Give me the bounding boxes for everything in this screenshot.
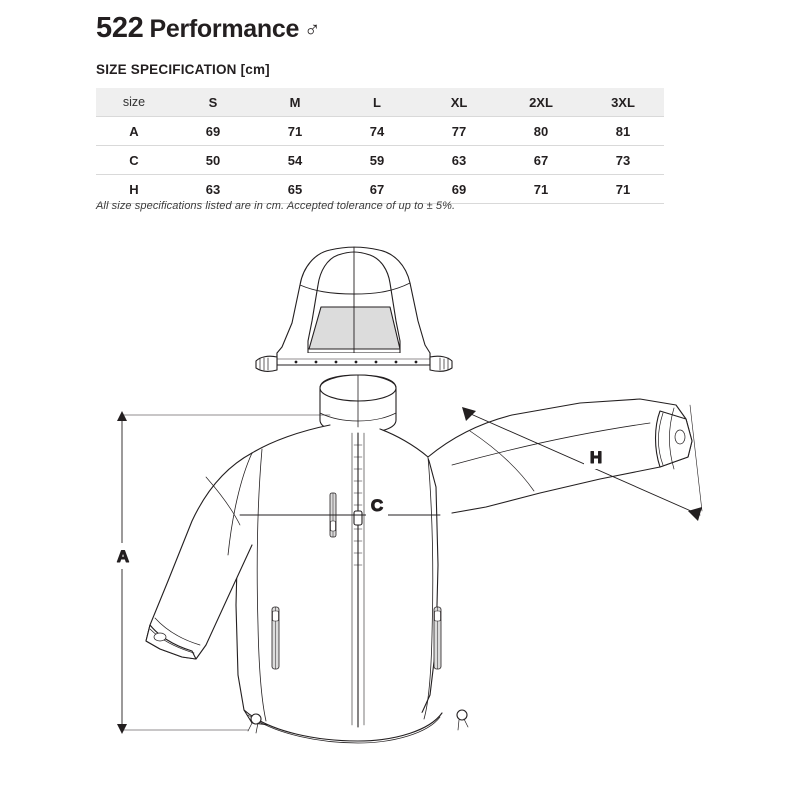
cell-h-2xl: 71 bbox=[500, 175, 582, 204]
table-corner-label: size bbox=[96, 88, 172, 117]
tolerance-note: All size specifications listed are in cm. Accepted tolerance of up to ± 5%. bbox=[96, 200, 456, 212]
column-header-m: M bbox=[254, 88, 336, 117]
table-row bbox=[96, 117, 664, 146]
dimension-label-a: A bbox=[116, 547, 130, 566]
unit-label: [cm] bbox=[240, 62, 270, 77]
column-header-l: L bbox=[336, 88, 418, 117]
cell-h-s: 63 bbox=[172, 175, 254, 204]
column-header-3xl: 3XL bbox=[582, 88, 664, 117]
lower-left-pocket bbox=[272, 607, 279, 669]
row-label-c: C bbox=[96, 146, 172, 175]
cell-h-xl: 69 bbox=[418, 175, 500, 204]
cell-a-xl: 77 bbox=[418, 117, 500, 146]
cell-c-2xl: 67 bbox=[500, 146, 582, 175]
section-title bbox=[96, 62, 270, 77]
cell-a-2xl: 80 bbox=[500, 117, 582, 146]
cell-h-3xl: 71 bbox=[582, 175, 664, 204]
male-symbol-icon: ♂ bbox=[304, 17, 321, 42]
table-row bbox=[96, 146, 664, 175]
hood-drawing bbox=[256, 247, 452, 371]
product-code: 522 bbox=[96, 12, 144, 44]
cell-c-3xl: 73 bbox=[582, 146, 664, 175]
cell-h-m: 65 bbox=[254, 175, 336, 204]
column-header-s: S bbox=[172, 88, 254, 117]
lower-right-pocket bbox=[434, 607, 441, 669]
cell-c-s: 50 bbox=[172, 146, 254, 175]
dimension-label-c: C bbox=[370, 496, 384, 515]
table-header-row bbox=[96, 88, 664, 117]
product-name: Performance bbox=[149, 15, 300, 43]
cell-a-s: 69 bbox=[172, 117, 254, 146]
column-header-xl: XL bbox=[418, 88, 500, 117]
dimension-label-h: H bbox=[589, 448, 603, 467]
row-label-h: H bbox=[96, 175, 172, 204]
page-title bbox=[96, 12, 320, 45]
row-label-a: A bbox=[96, 117, 172, 146]
cell-a-m: 71 bbox=[254, 117, 336, 146]
cell-a-3xl: 81 bbox=[582, 117, 664, 146]
cell-a-l: 74 bbox=[336, 117, 418, 146]
column-header-2xl: 2XL bbox=[500, 88, 582, 117]
garment-technical-drawing bbox=[0, 225, 800, 800]
cell-c-xl: 63 bbox=[418, 146, 500, 175]
cell-h-l: 67 bbox=[336, 175, 418, 204]
section-title-text: SIZE SPECIFICATION bbox=[96, 62, 237, 77]
cell-c-l: 59 bbox=[336, 146, 418, 175]
cell-c-m: 54 bbox=[254, 146, 336, 175]
size-specification-table bbox=[96, 88, 664, 204]
jacket-drawing bbox=[146, 375, 692, 743]
